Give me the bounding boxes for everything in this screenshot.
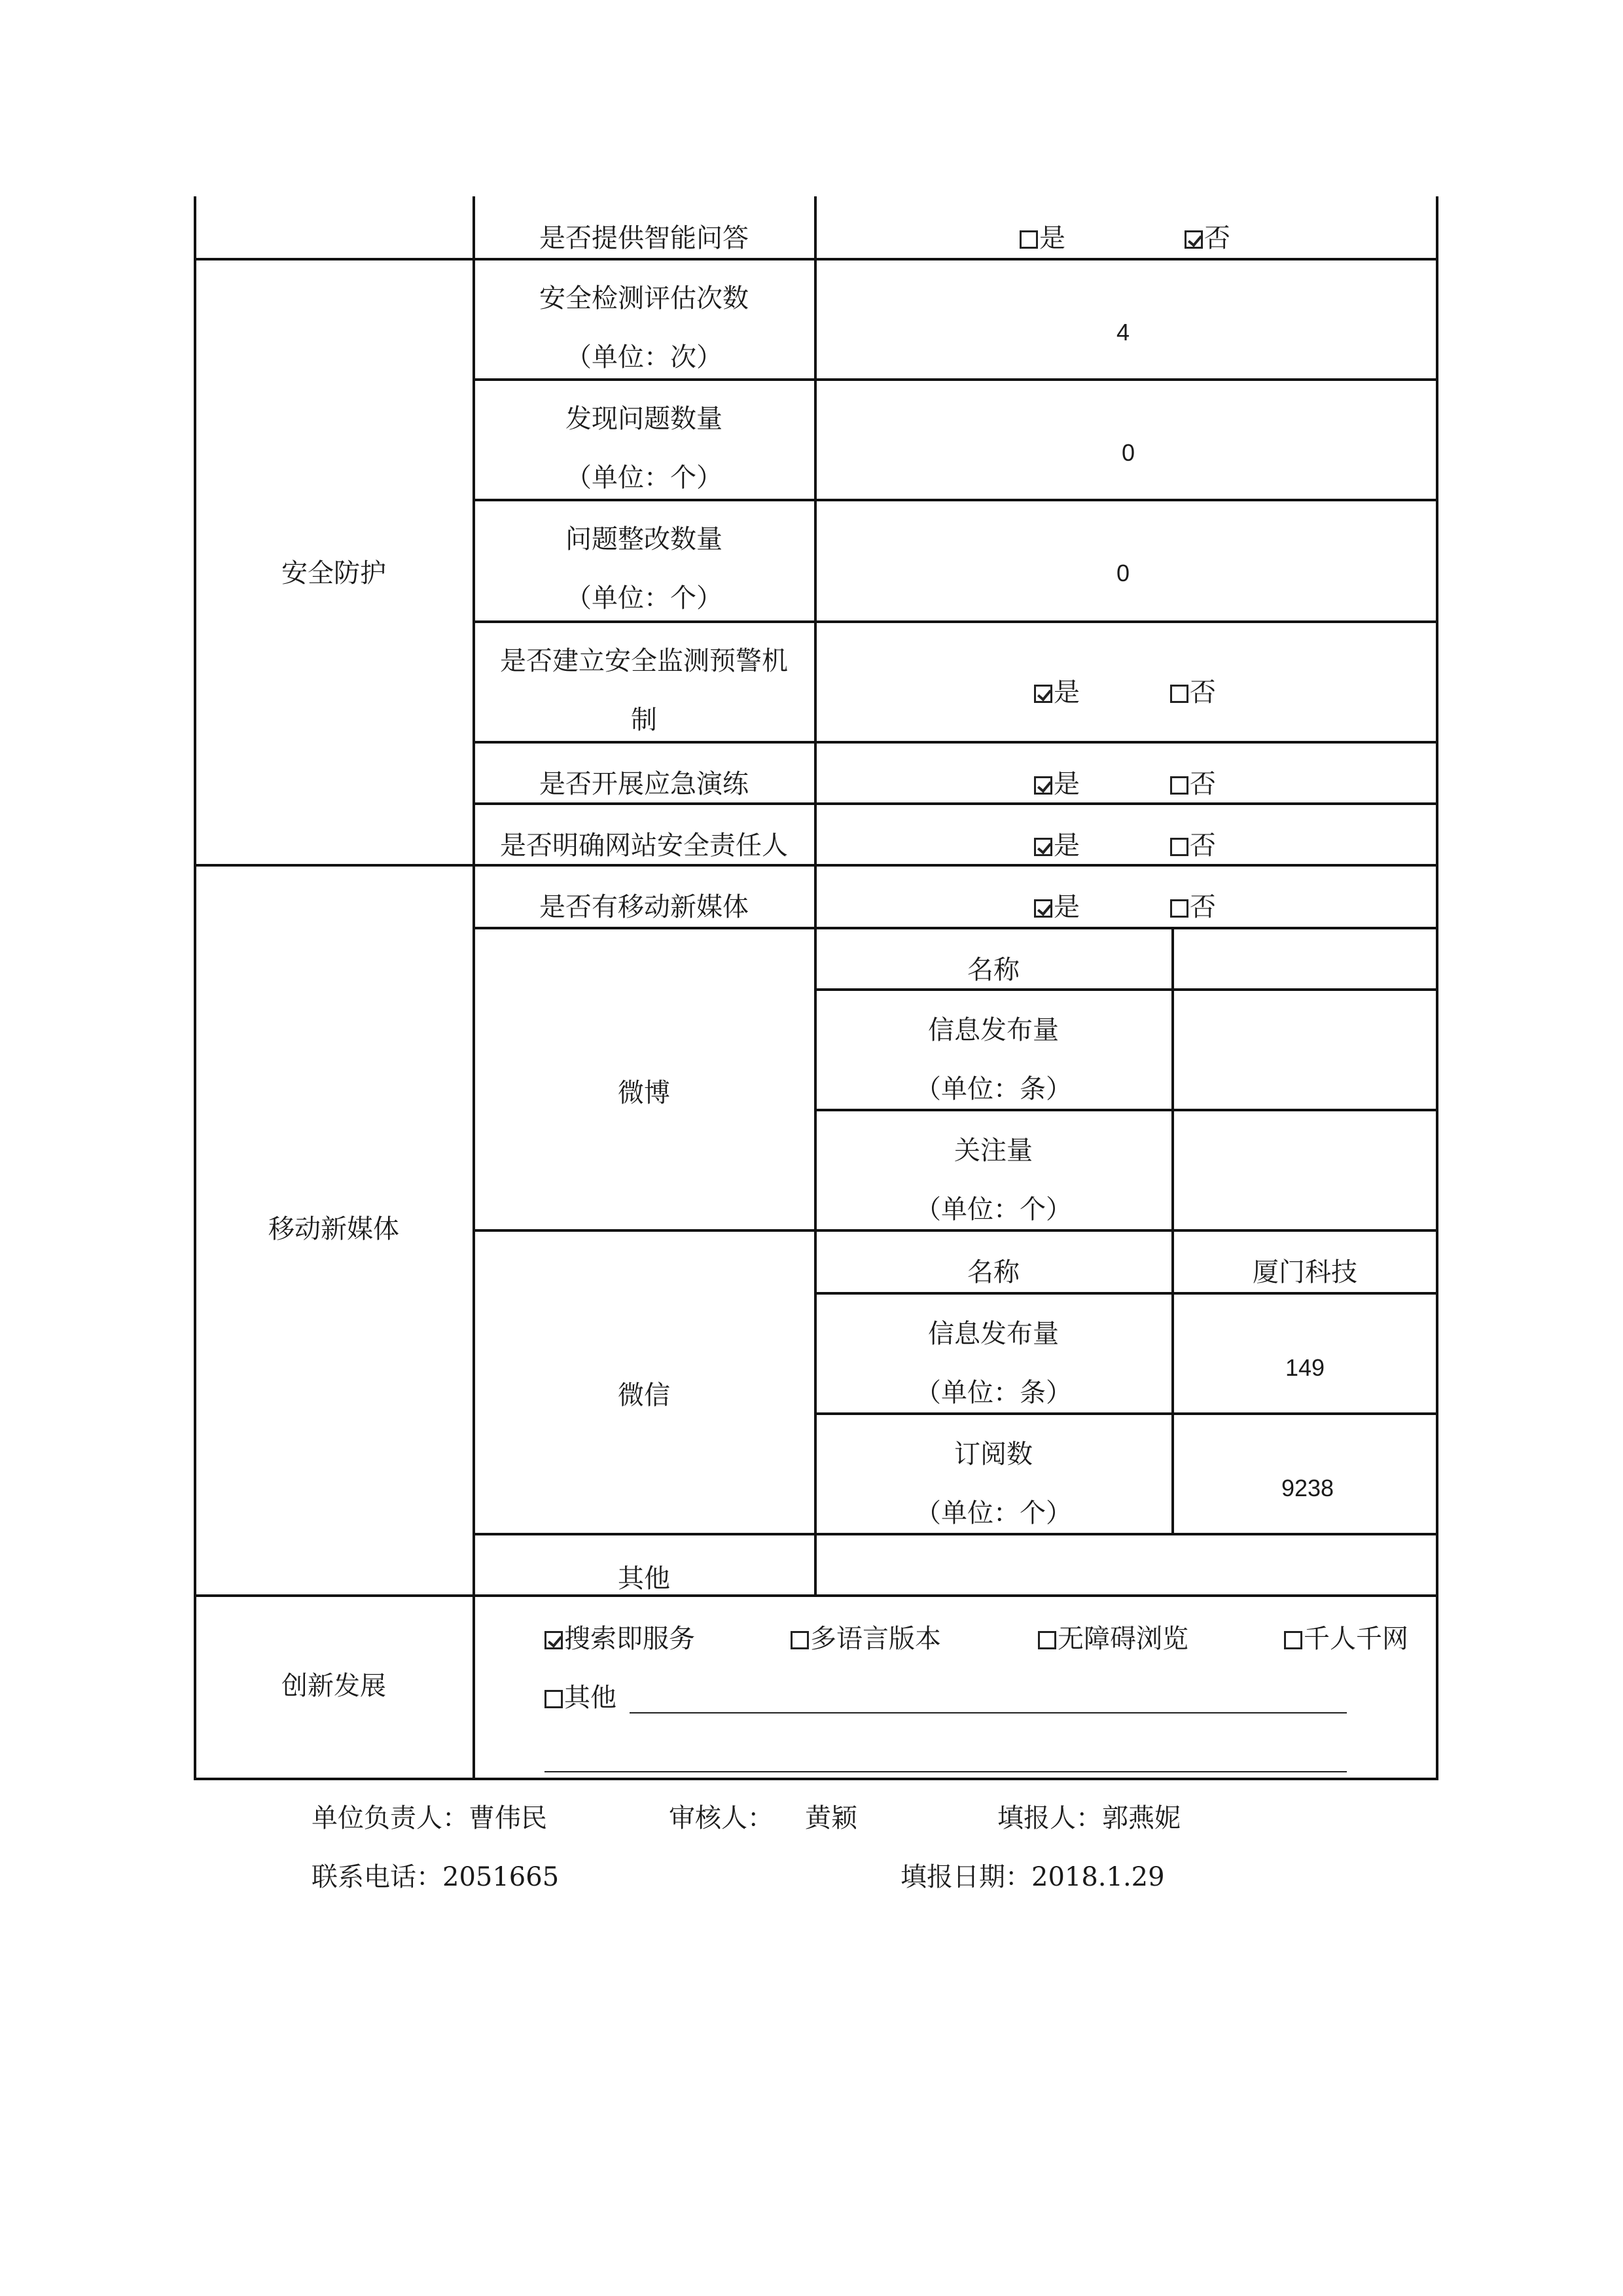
responsible-yes-option[interactable]: 是 [1034,830,1080,861]
issues-fixed-unit: （单位：个） [565,583,722,613]
issues-found-value: 0 [1121,439,1135,466]
grid-line [194,196,196,1780]
monitoring-no-option[interactable]: 否 [1170,677,1216,708]
grid-line [473,1533,1438,1535]
grid-line [814,1292,1438,1295]
grid-line [194,1778,1438,1780]
wechat-name-label: 名称 [967,1257,1020,1287]
weibo-posts-unit: （单位：条） [915,1074,1072,1104]
unit-head: 单位负责人：曹伟民 [312,1803,547,1833]
wechat-posts-label: 信息发布量 [928,1319,1059,1349]
grid-line [473,927,1438,929]
innovation-option-other[interactable]: 其他 [544,1682,616,1713]
wechat-name-value: 厦门科技 [1253,1257,1357,1287]
media-section-title: 移动新媒体 [268,1214,399,1244]
has-media-label: 是否有移动新媒体 [539,892,749,922]
checkbox-icon[interactable] [544,1690,563,1708]
grid-line [473,802,1438,805]
checkbox-icon[interactable] [1020,230,1038,249]
intelligent-qa-no-option[interactable]: 否 [1185,223,1230,254]
monitoring-label-line1: 是否建立安全监测预警机 [500,646,788,676]
grid-line [194,864,1438,867]
drill-yes-option[interactable]: 是 [1034,768,1080,800]
checkbox-icon[interactable] [1170,776,1188,795]
intelligent-qa-label: 是否提供智能问答 [539,223,749,253]
eval-count-unit: （单位：次） [565,342,722,372]
responsible-no-option[interactable]: 否 [1170,830,1216,861]
innovation-option-search-service[interactable]: 搜索即服务 [544,1623,695,1655]
contact-phone: 联系电话：2051665 [312,1862,560,1892]
innovation-option-personalized[interactable]: 千人千网 [1284,1623,1408,1655]
reviewer-name: 黄颖 [805,1803,857,1833]
checked-checkbox-icon[interactable] [1034,685,1052,703]
grid-line [194,258,1438,260]
checked-checkbox-icon[interactable] [1034,776,1052,795]
innovation-other-input-line[interactable] [544,1771,1347,1772]
checkbox-icon[interactable] [1170,685,1188,703]
grid-line [473,1229,1438,1232]
checked-checkbox-icon[interactable] [1185,230,1203,249]
grid-line [814,1412,1438,1415]
grid-line [473,741,1438,744]
issues-found-label: 发现问题数量 [565,404,722,434]
weibo-follow-unit: （单位：个） [915,1194,1072,1225]
filler: 填报人：郭燕妮 [997,1803,1181,1833]
checked-checkbox-icon[interactable] [544,1631,563,1649]
checkbox-icon[interactable] [1170,899,1188,918]
innovation-option-accessibility[interactable]: 无障碍浏览 [1038,1623,1188,1655]
eval-count-label: 安全检测评估次数 [539,283,749,314]
grid-line [473,196,475,1780]
grid-line [194,1594,1438,1597]
grid-line [814,196,817,1596]
grid-line [814,1109,1438,1111]
drill-label: 是否开展应急演练 [539,769,749,799]
eval-count-value: 4 [1116,319,1130,346]
reviewer-label: 审核人： [669,1803,774,1833]
wechat-posts-value: 149 [1285,1354,1325,1381]
checked-checkbox-icon[interactable] [1034,838,1052,856]
has-media-no-option[interactable]: 否 [1170,891,1216,923]
grid-line [473,499,1438,501]
checkbox-icon[interactable] [791,1631,809,1649]
has-media-yes-option[interactable]: 是 [1034,891,1080,923]
drill-no-option[interactable]: 否 [1170,768,1216,800]
weibo-name-label: 名称 [967,955,1020,985]
innovation-option-multilingual[interactable]: 多语言版本 [791,1623,941,1655]
responsible-label: 是否明确网站安全责任人 [500,831,788,861]
monitoring-label-line2: 制 [631,705,657,735]
weibo-posts-label: 信息发布量 [928,1015,1059,1045]
grid-line [473,620,1438,623]
grid-line [473,378,1438,381]
wechat-label: 微信 [618,1380,670,1410]
media-other-label: 其他 [618,1564,670,1594]
issues-fixed-value: 0 [1116,560,1130,586]
fill-date: 填报日期：2018.1.29 [901,1862,1165,1892]
weibo-follow-label: 关注量 [954,1136,1033,1166]
wechat-subs-unit: （单位：个） [915,1498,1072,1528]
wechat-subs-label: 订阅数 [954,1439,1033,1469]
grid-line [814,988,1438,991]
checked-checkbox-icon[interactable] [1034,899,1052,918]
checkbox-icon[interactable] [1284,1631,1302,1649]
checkbox-icon[interactable] [1170,838,1188,856]
weibo-label: 微博 [618,1078,670,1108]
intelligent-qa-yes-option[interactable]: 是 [1020,223,1065,254]
issues-found-unit: （单位：个） [565,463,722,493]
security-section-title: 安全防护 [281,558,386,588]
innovation-section-title: 创新发展 [281,1671,386,1701]
issues-fixed-label: 问题整改数量 [565,524,722,554]
innovation-other-input-line[interactable] [630,1712,1347,1713]
wechat-posts-unit: （单位：条） [915,1378,1072,1408]
checkbox-icon[interactable] [1038,1631,1056,1649]
monitoring-yes-option[interactable]: 是 [1034,677,1080,708]
wechat-subs-value: 9238 [1281,1475,1334,1501]
